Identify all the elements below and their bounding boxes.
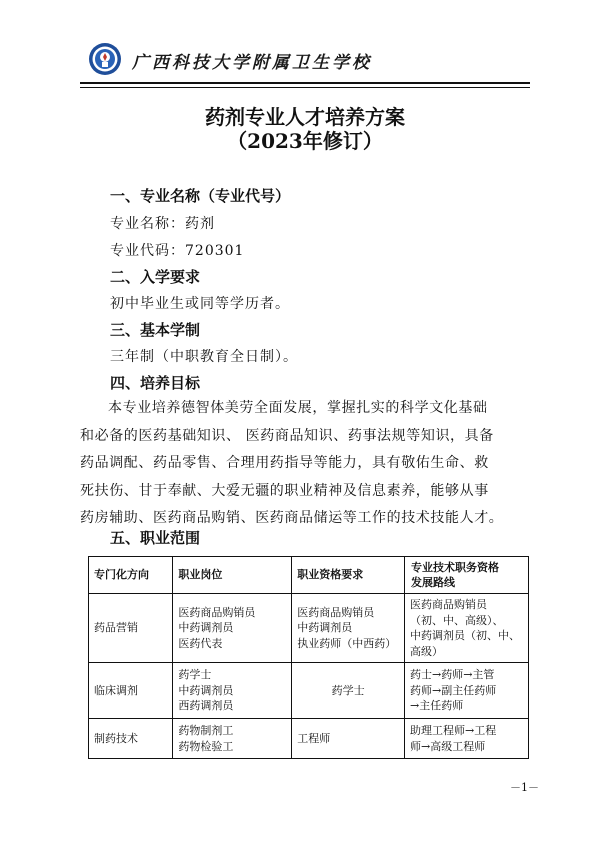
objective-paragraph — [80, 395, 540, 533]
table-row — [89, 719, 529, 759]
table-row — [89, 594, 529, 663]
career-path-cell — [405, 594, 529, 663]
objective-line: 药品调配、药品零售、合理用药指导等能力，具有敬佑生命、救 — [80, 455, 489, 471]
duration-text: 三年制（中职教育全日制）。 — [110, 349, 298, 365]
path-line: 中药调剂员（初、中、 — [410, 629, 520, 642]
post-item: 西药调剂员 — [178, 699, 234, 713]
career-path-cell — [405, 719, 529, 759]
qualifications-cell — [292, 719, 405, 759]
posts-cell — [173, 719, 292, 759]
major-code: 专业代码：720301 — [110, 243, 245, 259]
path-line: 医药商品购销员 — [410, 598, 487, 611]
post-item: 中药调剂员 — [178, 683, 234, 697]
path-line: 高级） — [410, 644, 443, 658]
objective-line: 和必备的医药基础知识、 医药商品知识、药事法规等知识，具备 — [80, 427, 494, 444]
qualifications-cell — [292, 663, 405, 719]
qualification-item: 药学士 — [331, 683, 365, 697]
qualification-item: 执业药师（中西药） — [297, 636, 397, 650]
table-header-row — [89, 557, 529, 594]
document-subtitle: （2023年修订） — [227, 129, 383, 153]
objective-line: 死扶伤、甘于奉献、大爱无疆的职业精神及信息素养，能够从事 — [80, 482, 489, 499]
section-2-heading: 二、入学要求 — [110, 268, 201, 286]
post-item: 药物检验工 — [178, 739, 234, 753]
document-title: 药剂专业人才培养方案 — [205, 105, 405, 129]
header-direction: 专门化方向 — [89, 557, 173, 594]
section-4-heading: 四、培养目标 — [110, 374, 201, 392]
section-1-heading: 一、专业名称（专业代号） — [110, 187, 291, 205]
objective-line: 药房辅助、医药商品购销、医药商品储运等工作的技术技能人才。 — [80, 510, 504, 526]
header-posts: 职业岗位 — [173, 557, 292, 594]
school-name: 广西科技大学附属卫生学校 — [132, 53, 372, 73]
post-item: 药物制剂工 — [178, 724, 234, 737]
header-rule-thick — [80, 82, 530, 84]
path-line: （初、中、高级）、 — [410, 613, 504, 627]
direction-cell: 制药技术 — [89, 719, 173, 759]
section-3-heading: 三、基本学制 — [110, 321, 201, 339]
post-item: 中药调剂员 — [178, 621, 234, 635]
admission-text: 初中毕业生或同等学历者。 — [110, 296, 290, 312]
occupation-scope-table — [88, 556, 529, 759]
path-line: 药师→副主任药师 — [410, 683, 497, 697]
posts-cell — [173, 594, 292, 663]
post-item: 医药代表 — [178, 636, 223, 650]
qualification-item: 中药调剂员 — [297, 621, 353, 635]
post-item: 医药商品购销员 — [178, 605, 256, 619]
header-career-path — [405, 557, 529, 594]
path-line: 师→高级工程师 — [410, 739, 486, 753]
posts-cell — [173, 663, 292, 719]
direction-cell: 临床调剂 — [89, 663, 173, 719]
table-row — [89, 663, 529, 719]
qualifications-cell — [292, 594, 405, 663]
career-path-cell — [405, 663, 529, 719]
objective-line: 本专业培养德智体美劳全面发展，掌握扎实的科学文化基础 — [108, 400, 488, 416]
path-line: 药士→药师→主管 — [410, 668, 495, 682]
major-name: 专业名称：药剂 — [110, 216, 215, 232]
qualification-item: 医药商品购销员 — [297, 605, 375, 619]
document-header — [88, 42, 528, 82]
school-seal-logo-icon — [88, 42, 122, 76]
header-qualifications: 职业资格要求 — [292, 557, 405, 594]
header-career-path-line: 专业技术职务资格 — [411, 561, 499, 574]
direction-cell: 药品营销 — [89, 594, 173, 663]
header-career-path-line: 发展路线 — [411, 576, 455, 589]
path-line: →主任药师 — [410, 699, 464, 713]
section-5-heading: 五、职业范围 — [110, 529, 201, 547]
header-rule-thin — [80, 87, 530, 88]
qualification-item: 工程师 — [297, 731, 331, 745]
path-line: 助理工程师→工程 — [410, 724, 497, 737]
page-number: －1－ — [510, 781, 539, 794]
post-item: 药学士 — [178, 668, 212, 682]
